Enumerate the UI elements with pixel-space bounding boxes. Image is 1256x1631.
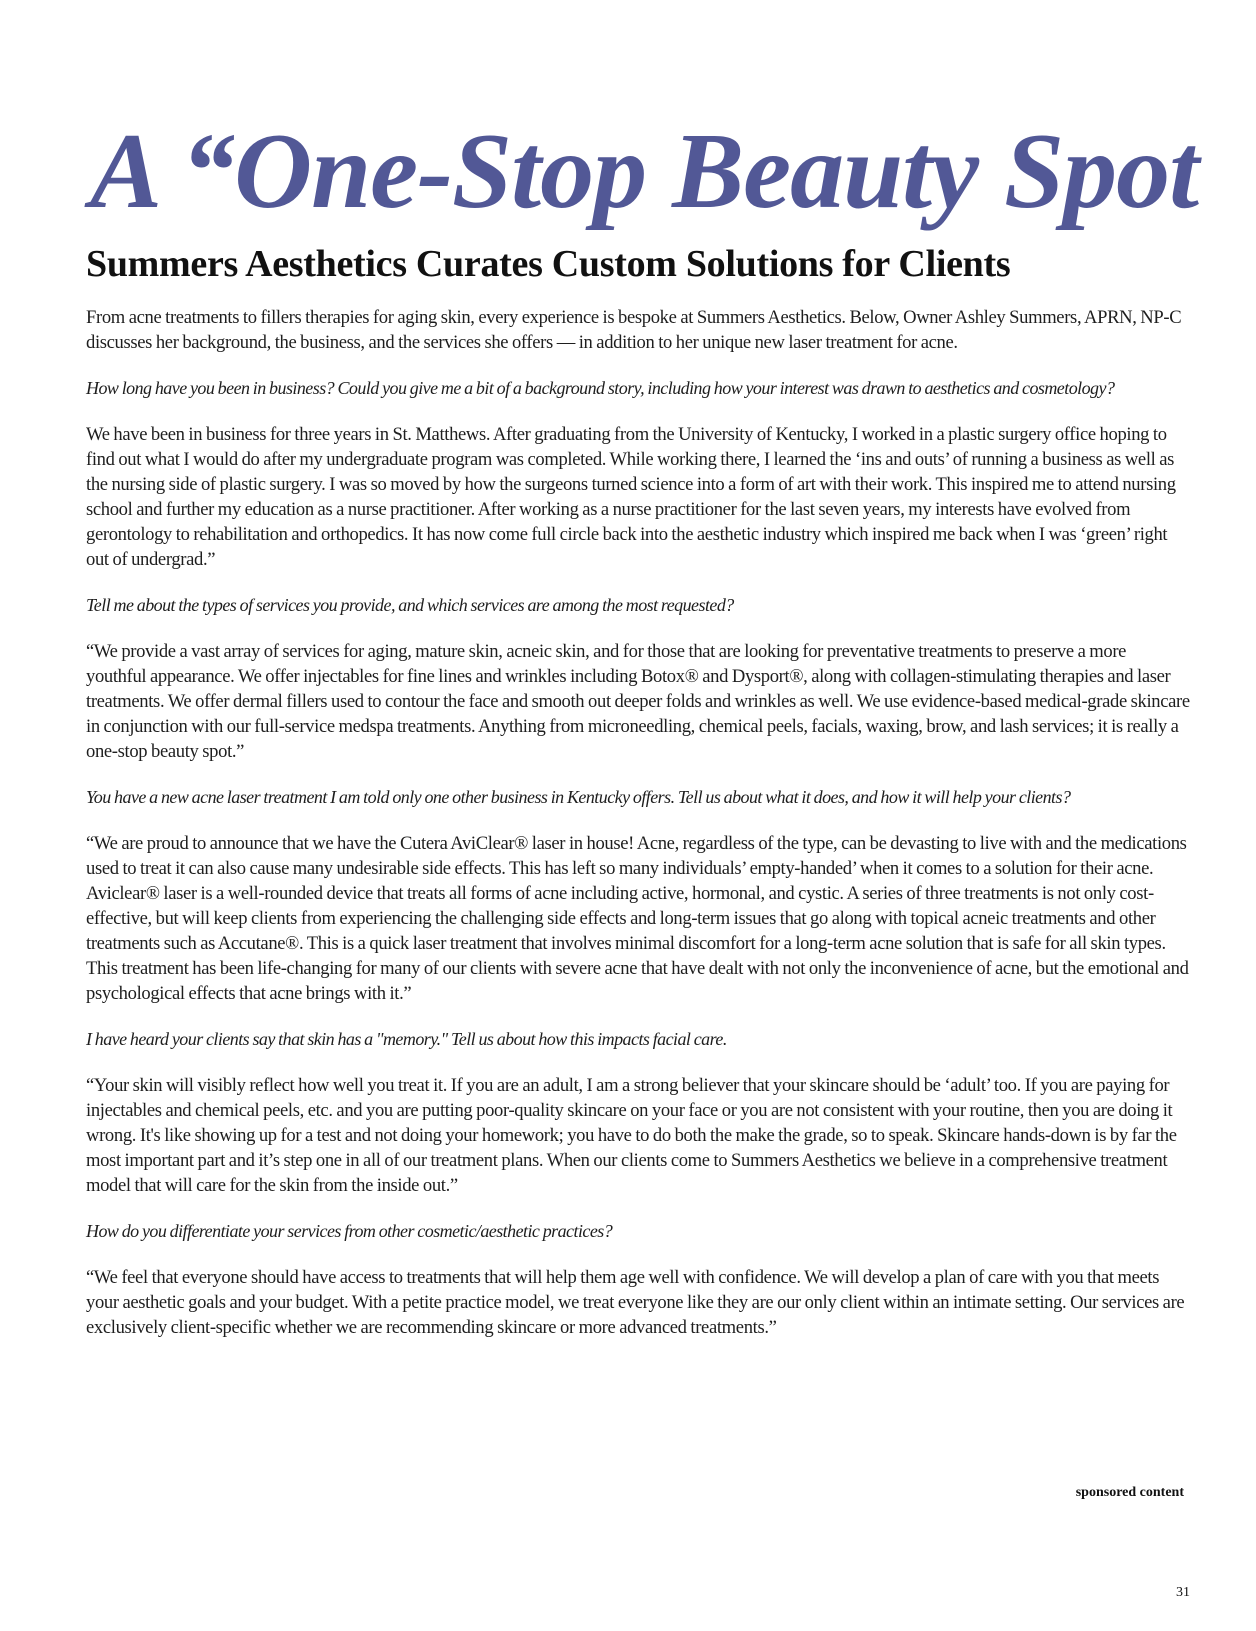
page-number: 31 xyxy=(1176,1585,1190,1600)
article-body xyxy=(86,305,1190,1361)
interview-question-5: How do you differentiate your services from other cosmetic/aesthetic practices? xyxy=(86,1221,613,1241)
interview-answer-5: “We feel that everyone should have access to treatments that will help them age well with confidence. We will develop a plan of care with you that meets your aesthetic goals and your budget. With a petite practice model, we treat everyone like they are our only client within an intimate setting. Our services are exclusively client-specific whether we are recommending skincare or more advanced treatments.” xyxy=(86,1267,1185,1338)
interview-question-3: You have a new acne laser treatment I am told only one other business in Kentucky offers. Tell us about what it does, and how it will help your clients? xyxy=(86,787,1071,807)
magazine-page xyxy=(86,0,1199,1631)
article-subhead: Summers Aesthetics Curates Custom Solutions for Clients xyxy=(86,243,1011,285)
sponsored-content-label: sponsored content xyxy=(1075,1485,1184,1500)
interview-question-4: I have heard your clients say that skin has a "memory." Tell us about how this impacts facial care. xyxy=(86,1029,727,1049)
interview-answer-3: “We are proud to announce that we have the Cutera AviClear® laser in house! Acne, regardless of the type, can be devasting to live with and the medications used to treat it can also cause many undesirable side effects. This has left so many individuals’ empty-handed’ when it comes to a solution for their acne. Aviclear® laser is a well-rounded device that treats all forms of acne including active, hormonal, and cystic. A series of three treatments is not only cost-effective, but will keep clients from experiencing the challenging side effects and long-term issues that go along with topical acneic treatments and other treatments such as Accutane®. This is a quick laser treatment that involves minimal discomfort for a long-term acne solution that is safe for all skin types. This treatment has been life-changing for many of our clients with severe acne that have dealt with not only the inconvenience of acne, but the emotional and psychological effects that acne brings with it.” xyxy=(86,833,1189,1004)
interview-question-1: How long have you been in business? Could you give me a bit of a background story, including how your interest was drawn to aesthetics and cosmetology? xyxy=(86,378,1115,398)
article-headline: A “One-Stop Beauty Spot xyxy=(90,112,1199,231)
interview-question-2: Tell me about the types of services you provide, and which services are among the most requested? xyxy=(86,595,734,615)
interview-answer-4: “Your skin will visibly reflect how well you treat it. If you are an adult, I am a strong believer that your skincare should be ‘adult’ too. If you are paying for injectables and chemical peels, etc. and you are putting poor-quality skincare on your face or you are not consistent with your routine, then you are doing it wrong. It's like showing up for a test and not doing your homework; you have to do both the make the grade, so to speak. Skincare hands-down is by far the most important part and it’s step one in all of our treatment plans. When our clients come to Summers Aesthetics we believe in a comprehensive treatment model that will care for the skin from the inside out.” xyxy=(86,1075,1177,1196)
interview-answer-2: “We provide a vast array of services for aging, mature skin, acneic skin, and for those that are looking for preventative treatments to preserve a more youthful appearance. We offer injectables for fine lines and wrinkles including Botox® and Dysport®, along with collagen-stimulating therapies and laser treatments. We offer dermal fillers used to contour the face and smooth out deeper folds and wrinkles as well. We use evidence-based medical-grade skincare in conjunction with our full-service medspa treatments. Anything from microneedling, chemical peels, facials, waxing, brow, and lash services; it is really a one-stop beauty spot.” xyxy=(86,641,1190,762)
article-intro: From acne treatments to fillers therapies for aging skin, every experience is bespoke at Summers Aesthetics. Below, Owner Ashley Summers, APRN, NP-C discusses her background, the business, and the services she offers — in addition to her unique new laser treatment for acne. xyxy=(86,307,1182,353)
interview-answer-1: We have been in business for three years in St. Matthews. After graduating from the University of Kentucky, I worked in a plastic surgery office hoping to find out what I would do after my undergraduate program was completed. While working there, I learned the ‘ins and outs’ of running a business as well as the nursing side of plastic surgery. I was so moved by how the surgeons turned science into a form of art with their work. This inspired me to attend nursing school and further my education as a nurse practitioner. After working as a nurse practitioner for the last seven years, my interests have evolved from gerontology to rehabilitation and orthopedics. It has now come full circle back into the aesthetic industry which inspired me back when I was ‘green’ right out of undergrad.” xyxy=(86,424,1176,570)
